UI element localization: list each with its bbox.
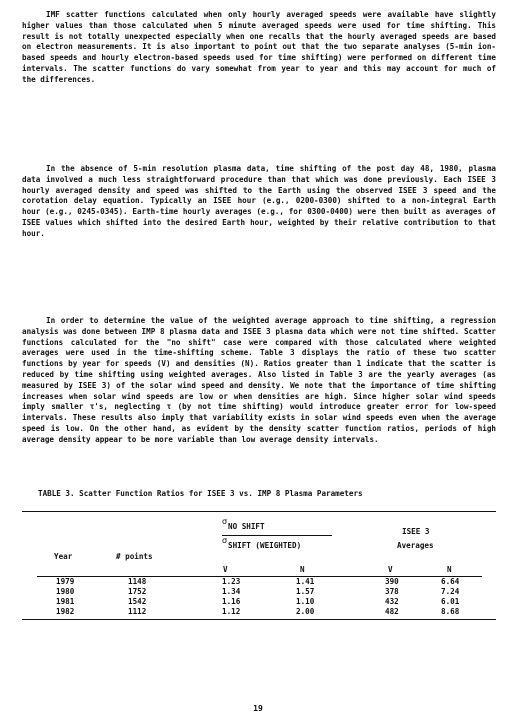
paragraph-1: IMF scatter functions calculated when only hourly averaged speeds were available have slightly higher values than those calculated when 5 minute averaged speeds were used for time shifting. This result is not totally unexpected especially when one recalls that the hourly averaged speeds are based on electron measurements. It is also important to point out that the two separate analyses (5-min ion-based speeds and hourly electron-based speeds used for time shifting) were performed on different time intervals. The scatter functions do vary somewhat from year to year and this may account for much of the differences. <box>22 10 496 84</box>
points-cell: 1112 <box>128 607 147 616</box>
paragraph-3: In order to determine the value of the weighted average approach to time shifting, a regression analysis was done between IMP 8 plasma data and ISEE 3 plasma data which were not time shifted. Scatter functions calculated for the "no shift" case were compared with those calculated where weighted averages were used in the time-shifting scheme. Table 3 displays the ratio of these two scatter functions by year for speeds (V) and densities (N). Ratios greater than 1 indicate that the scatter is reduced by time shifting using weighted averages. Also listed in Table 3 are the yearly averages (as measured by ISEE 3) of the solar wind speed and density. We note that the importance of time shifting increases when solar wind speeds are low or when densities are high. Since higher solar wind speeds imply smaller τ's, neglecting τ (by not time shifting) would introduce greater error for low-speed intervals. These results also imply that variability exists in solar wind speeds even when the average speed is low. On the other hand, as evident by the density scatter function ratios, periods of high average density appear to be more variable than low average density intervals. <box>22 316 496 444</box>
year-cell: 1980 <box>56 587 75 596</box>
avg-v-cell: 482 <box>385 607 399 616</box>
ratio-v-cell: 1.12 <box>222 607 241 616</box>
points-cell: 1752 <box>128 587 147 596</box>
paragraph-2: In the absence of 5-min resolution plasma data, time shifting of the post day 48, 1980, plasma data involved a much less straightforward procedure than that which was done previously. Each ISEE 3 hourly averaged density and speed was shifted to the Earth using the observed ISEE 3 speed and the corotation delay equation. Typically an ISEE hour (e.g., 0200-0300) shifted to a non-integral Earth hour (e.g., 0245-0345). Earth-time hourly averages (e.g., for 0300-0400) were then built as averages of ISEE values which shifted into the desired Earth hour, weighted by their relative contribution to that hour. <box>22 164 496 238</box>
isee-header: ISEE 3 <box>402 527 430 536</box>
avg-n-cell: 8.68 <box>441 607 460 616</box>
table-top-rule <box>22 511 496 512</box>
sigma-numerator-symbol: σ <box>222 517 228 526</box>
table-header-rule <box>37 576 482 577</box>
avg-v-column-header: V <box>388 565 393 574</box>
ratio-v-cell: 1.23 <box>222 577 241 586</box>
avg-n-cell: 6.64 <box>441 577 460 586</box>
ratio-numerator-label: NO SHIFT <box>228 522 265 531</box>
avg-n-cell: 6.01 <box>441 597 460 606</box>
ratio-n-cell: 2.00 <box>296 607 315 616</box>
points-cell: 1148 <box>128 577 147 586</box>
sigma-denominator-symbol: σ <box>222 536 228 545</box>
ratio-v-column-header: V <box>223 565 228 574</box>
year-cell: 1982 <box>56 607 75 616</box>
avg-v-cell: 378 <box>385 587 399 596</box>
ratio-fraction-bar <box>222 535 332 536</box>
points-cell: 1542 <box>128 597 147 606</box>
avg-v-cell: 390 <box>385 577 399 586</box>
ratio-n-column-header: N <box>300 565 305 574</box>
table-bottom-rule <box>22 619 496 620</box>
ratio-v-cell: 1.16 <box>222 597 241 606</box>
ratio-denominator-label: SHIFT (WEIGHTED) <box>228 541 302 550</box>
table-caption: TABLE 3. Scatter Function Ratios for ISEE 3 vs. IMP 8 Plasma Parameters <box>38 489 363 498</box>
points-column-header: # points <box>116 552 153 561</box>
ratio-v-cell: 1.34 <box>222 587 241 596</box>
year-cell: 1979 <box>56 577 75 586</box>
ratio-n-cell: 1.57 <box>296 587 315 596</box>
page-number: 19 <box>253 704 263 713</box>
avg-v-cell: 432 <box>385 597 399 606</box>
averages-header: Averages <box>397 541 434 550</box>
year-column-header: Year <box>54 552 73 561</box>
ratio-n-cell: 1.41 <box>296 577 315 586</box>
avg-n-cell: 7.24 <box>441 587 460 596</box>
ratio-n-cell: 1.10 <box>296 597 315 606</box>
avg-n-column-header: N <box>447 565 452 574</box>
year-cell: 1981 <box>56 597 75 606</box>
